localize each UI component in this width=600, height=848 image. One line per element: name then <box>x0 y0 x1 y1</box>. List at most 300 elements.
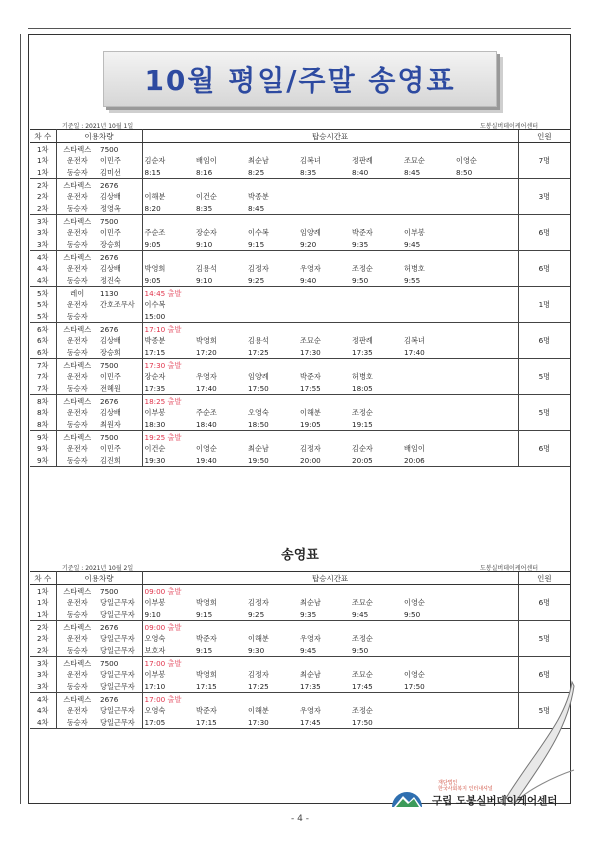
empty-slot <box>454 454 506 466</box>
table-row <box>30 669 570 680</box>
person-or-plate: 이민주 <box>98 371 142 382</box>
departure-time: 17:10 출발 <box>144 324 182 334</box>
empty-slot <box>402 620 454 633</box>
boarding-slot: 17:40 <box>194 382 246 394</box>
table-row <box>30 585 570 598</box>
passenger-count <box>518 382 570 394</box>
boarding-slot: 8:40 <box>350 166 402 178</box>
boarding-slot: 정판례 <box>352 336 373 346</box>
empty-slot <box>350 656 402 669</box>
empty-slot <box>454 299 506 310</box>
center-name: 도봉실버데이케어센터 <box>480 123 538 130</box>
boarding-slot: 김정자 <box>300 444 321 454</box>
center-logo <box>390 775 565 811</box>
role-label: 동승자 <box>56 202 98 214</box>
empty-slot <box>454 608 506 620</box>
car-number: 1차 <box>30 143 56 156</box>
boarding-slot: 이건순 <box>144 444 166 454</box>
boarding-slot: 9:25 <box>246 274 298 286</box>
car-number: 6차 <box>30 335 56 346</box>
car-number: 3차 <box>30 238 56 250</box>
role-label: 동승자 <box>56 166 98 178</box>
person-or-plate: 전혜원 <box>98 382 142 394</box>
empty-slot <box>194 250 246 263</box>
empty-slot <box>454 191 506 202</box>
table-row <box>30 443 570 454</box>
boarding-slot: 박준자 <box>196 634 217 644</box>
role-label: 운전자 <box>66 336 88 346</box>
empty-slot <box>402 430 454 443</box>
center-name: 도봉실버데이케어센터 <box>480 565 538 572</box>
empty-slot <box>454 407 506 418</box>
empty-slot <box>246 394 298 407</box>
passenger-count: 3명 <box>518 191 570 202</box>
empty-slot <box>506 669 518 680</box>
boarding-slot: 오영숙 <box>248 408 269 418</box>
role-label: 동승자 <box>56 680 98 692</box>
role-label: 동승자 <box>56 274 98 286</box>
boarding-slot: 장순자 <box>196 228 217 238</box>
table-row <box>30 227 570 238</box>
boarding-slot: 김복녀 <box>404 336 425 346</box>
boarding-slot: 17:30 <box>246 716 298 728</box>
role-label: 스타렉스 <box>63 694 92 704</box>
empty-slot <box>350 430 402 443</box>
empty-slot <box>506 454 518 466</box>
boarding-slot: 9:45 <box>298 644 350 656</box>
empty-slot <box>402 371 454 382</box>
person-or-plate: 간호조무사 <box>98 299 142 310</box>
empty-slot <box>194 214 246 227</box>
table-row <box>30 166 570 178</box>
boarding-slot: 9:15 <box>194 608 246 620</box>
empty-slot <box>298 358 350 371</box>
boarding-slot: 우영자 <box>300 264 321 274</box>
boarding-slot: 17:50 <box>246 382 298 394</box>
boarding-slot: 김용석 <box>248 336 269 346</box>
passenger-count <box>518 166 570 178</box>
person-or-plate: 7500 <box>98 214 142 227</box>
empty-slot <box>298 250 350 263</box>
boarding-slot: 9:25 <box>246 608 298 620</box>
boarding-slot: 9:45 <box>350 608 402 620</box>
empty-slot <box>454 430 506 443</box>
empty-slot <box>454 394 506 407</box>
boarding-slot: 19:40 <box>194 454 246 466</box>
car-number: 9차 <box>30 454 56 466</box>
boarding-slot: 최순남 <box>300 670 321 680</box>
empty-slot <box>454 202 506 214</box>
boarding-slot: 박종분 <box>144 336 166 346</box>
passenger-count: 5명 <box>518 407 570 418</box>
empty-slot <box>506 214 518 227</box>
empty-slot <box>402 407 454 418</box>
boarding-slot: 17:05 <box>142 716 194 728</box>
role-label: 운전자 <box>66 444 88 454</box>
boarding-slot: 17:55 <box>298 382 350 394</box>
role-label: 운전자 <box>66 228 88 238</box>
boarding-slot: 장순자 <box>144 372 166 382</box>
boarding-slot: 17:15 <box>194 680 246 692</box>
passenger-count <box>518 418 570 430</box>
car-number: 3차 <box>30 680 56 692</box>
role-label: 스타렉스 <box>63 180 92 190</box>
empty-slot <box>142 250 194 263</box>
role-label: 동승자 <box>56 382 98 394</box>
passenger-count <box>518 238 570 250</box>
departure-time: 14:45 출발 <box>144 288 182 298</box>
role-label: 레이 <box>70 288 85 298</box>
empty-slot <box>506 263 518 274</box>
boarding-slot: 김정자 <box>248 264 269 274</box>
empty-slot <box>246 322 298 335</box>
boarding-slot: 20:05 <box>350 454 402 466</box>
boarding-slot: 임양례 <box>300 228 321 238</box>
passenger-count <box>518 143 570 156</box>
passenger-count <box>518 358 570 371</box>
empty-slot <box>506 310 518 322</box>
role-label: 운전자 <box>66 670 88 680</box>
empty-slot <box>246 143 298 156</box>
weekday-schedule-section <box>30 120 568 467</box>
empty-slot <box>454 656 506 669</box>
empty-slot <box>246 692 298 705</box>
table-row <box>30 346 570 358</box>
empty-slot <box>506 585 518 598</box>
empty-slot <box>454 644 506 656</box>
car-number: 3차 <box>30 669 56 680</box>
empty-slot <box>350 394 402 407</box>
table-row <box>30 407 570 418</box>
empty-slot <box>454 371 506 382</box>
passenger-count: 6명 <box>518 669 570 680</box>
empty-slot <box>402 644 454 656</box>
empty-slot <box>454 322 506 335</box>
table-row <box>30 371 570 382</box>
boarding-slot: 이해분 <box>248 706 269 716</box>
boarding-slot: 김정자 <box>248 670 269 680</box>
boarding-slot: 김정자 <box>248 598 269 608</box>
table-row <box>30 454 570 466</box>
role-label: 동승자 <box>56 310 98 322</box>
empty-slot <box>246 358 298 371</box>
passenger-count <box>518 322 570 335</box>
boarding-slot: 최순남 <box>300 598 321 608</box>
empty-slot <box>454 585 506 598</box>
boarding-slot: 9:50 <box>350 274 402 286</box>
role-label: 동승자 <box>56 418 98 430</box>
car-number: 5차 <box>30 286 56 299</box>
person-or-plate: 2676 <box>98 178 142 191</box>
table-row <box>30 274 570 286</box>
role-label: 동승자 <box>56 346 98 358</box>
departure-time: 09:00 출발 <box>144 587 182 596</box>
boarding-slot: 주순조 <box>196 408 217 418</box>
boarding-slot: 이해분 <box>300 408 321 418</box>
table-row <box>30 716 570 728</box>
car-number: 8차 <box>30 394 56 407</box>
passenger-count <box>518 608 570 620</box>
car-number: 7차 <box>30 371 56 382</box>
empty-slot <box>506 238 518 250</box>
boarding-slot: 우영자 <box>300 706 321 716</box>
car-number: 3차 <box>30 227 56 238</box>
table-row <box>30 692 570 705</box>
boarding-slot: 임양례 <box>248 372 269 382</box>
boarding-slot: 17:35 <box>298 680 350 692</box>
boarding-slot: 조묘순 <box>352 670 373 680</box>
person-or-plate: 김진희 <box>98 454 142 466</box>
boarding-slot: 19:50 <box>246 454 298 466</box>
passenger-count <box>518 430 570 443</box>
car-number: 4차 <box>30 716 56 728</box>
departure-time: 18:25 출발 <box>144 396 182 406</box>
header-vehicle: 이용차량 <box>56 572 142 585</box>
role-label: 동승자 <box>56 238 98 250</box>
empty-slot <box>402 191 454 202</box>
person-or-plate: 당일근무자 <box>98 680 142 692</box>
empty-slot <box>506 335 518 346</box>
boarding-slot: 8:25 <box>246 166 298 178</box>
boarding-slot: 8:50 <box>454 166 506 178</box>
logo-center-name: 구립 도봉실버데이케어센터 <box>432 795 558 807</box>
boarding-slot: 조묘순 <box>352 598 373 608</box>
boarding-slot: 이해분 <box>144 192 166 202</box>
empty-slot <box>506 644 518 656</box>
empty-slot <box>350 178 402 191</box>
boarding-slot: 박영희 <box>144 264 166 274</box>
car-number: 6차 <box>30 346 56 358</box>
empty-slot <box>506 322 518 335</box>
car-number: 5차 <box>30 299 56 310</box>
person-or-plate: 7500 <box>98 656 142 669</box>
boarding-slot: 이부봉 <box>404 228 425 238</box>
boarding-slot: 주순조 <box>144 228 166 238</box>
passenger-count: 5명 <box>518 633 570 644</box>
boarding-slot: 9:30 <box>246 644 298 656</box>
empty-slot <box>350 286 402 299</box>
boarding-slot: 박준자 <box>196 706 217 716</box>
passenger-count: 6명 <box>518 597 570 608</box>
boarding-slot: 9:20 <box>298 238 350 250</box>
binder-left-edge <box>20 34 28 804</box>
role-label: 스타렉스 <box>63 432 92 442</box>
boarding-slot: 박영희 <box>196 670 217 680</box>
passenger-count <box>518 585 570 598</box>
empty-slot <box>298 202 350 214</box>
passenger-count: 6명 <box>518 263 570 274</box>
boarding-slot: 허병호 <box>352 372 373 382</box>
empty-slot <box>350 585 402 598</box>
table-header-row <box>30 572 570 585</box>
table-row <box>30 299 570 310</box>
boarding-slot: 19:15 <box>350 418 402 430</box>
boarding-slot: 우영자 <box>196 372 217 382</box>
empty-slot <box>246 286 298 299</box>
boarding-slot: 17:35 <box>142 382 194 394</box>
empty-slot <box>402 143 454 156</box>
car-number: 2차 <box>30 191 56 202</box>
center-emblem-icon <box>390 779 424 809</box>
header-car: 차 수 <box>30 572 56 585</box>
empty-slot <box>454 597 506 608</box>
empty-slot <box>350 322 402 335</box>
passenger-count <box>518 202 570 214</box>
empty-slot <box>454 143 506 156</box>
boarding-slot: 이영순 <box>404 598 425 608</box>
header-vehicle: 이용차량 <box>56 130 142 143</box>
boarding-slot: 정판례 <box>352 156 373 166</box>
empty-slot <box>246 430 298 443</box>
empty-slot <box>402 716 454 728</box>
boarding-slot: 9:10 <box>142 608 194 620</box>
car-number: 7차 <box>30 382 56 394</box>
boarding-slot: 김순자 <box>352 444 373 454</box>
boarding-slot: 19:30 <box>142 454 194 466</box>
empty-slot <box>142 214 194 227</box>
boarding-slot: 이부봉 <box>144 598 166 608</box>
car-number: 3차 <box>30 656 56 669</box>
person-or-plate: 김상배 <box>98 407 142 418</box>
table-row <box>30 214 570 227</box>
empty-slot <box>454 238 506 250</box>
empty-slot <box>142 143 194 156</box>
boarding-slot: 9:15 <box>194 644 246 656</box>
empty-slot <box>402 656 454 669</box>
table-row <box>30 155 570 166</box>
empty-slot <box>298 394 350 407</box>
boarding-slot: 9:10 <box>194 274 246 286</box>
table-row <box>30 656 570 669</box>
person-or-plate: 당일근무자 <box>98 597 142 608</box>
empty-slot <box>350 358 402 371</box>
empty-slot <box>506 178 518 191</box>
empty-slot <box>454 335 506 346</box>
car-number: 1차 <box>30 585 56 598</box>
role-label: 스타렉스 <box>63 396 92 406</box>
passenger-count: 7명 <box>518 155 570 166</box>
role-label: 운전자 <box>66 300 88 310</box>
car-number: 4차 <box>30 250 56 263</box>
role-label: 운전자 <box>66 264 88 274</box>
boarding-slot: 이수복 <box>248 228 269 238</box>
person-or-plate: 2676 <box>98 250 142 263</box>
empty-slot <box>454 178 506 191</box>
boarding-slot: 이해분 <box>248 634 269 644</box>
boarding-slot: 오영숙 <box>144 706 166 716</box>
passenger-count: 6명 <box>518 443 570 454</box>
role-label: 스타렉스 <box>63 622 92 632</box>
role-label: 운전자 <box>66 408 88 418</box>
boarding-slot: 18:30 <box>142 418 194 430</box>
empty-slot <box>506 202 518 214</box>
empty-slot <box>506 166 518 178</box>
role-label: 동승자 <box>56 454 98 466</box>
empty-slot <box>454 443 506 454</box>
empty-slot <box>246 656 298 669</box>
header-times: 탑승시간표 <box>142 130 518 143</box>
empty-slot <box>194 143 246 156</box>
empty-slot <box>402 286 454 299</box>
car-number: 1차 <box>30 155 56 166</box>
empty-slot <box>402 214 454 227</box>
reference-date: 기준일 : 2021년 10월 2일 <box>62 565 134 572</box>
passenger-count <box>518 178 570 191</box>
car-number: 2차 <box>30 178 56 191</box>
boarding-slot: 김순자 <box>144 156 166 166</box>
passenger-count <box>518 644 570 656</box>
passenger-count <box>518 620 570 633</box>
table-row <box>30 286 570 299</box>
empty-slot <box>506 286 518 299</box>
passenger-count <box>518 454 570 466</box>
person-or-plate: 장승희 <box>98 238 142 250</box>
table-row <box>30 418 570 430</box>
role-label: 동승자 <box>56 716 98 728</box>
passenger-count: 5명 <box>518 705 570 716</box>
passenger-count <box>518 394 570 407</box>
boarding-slot: 18:05 <box>350 382 402 394</box>
empty-slot <box>298 286 350 299</box>
role-label: 스타렉스 <box>63 658 92 668</box>
role-label: 스타렉스 <box>63 324 92 334</box>
boarding-slot: 8:35 <box>194 202 246 214</box>
boarding-slot: 8:16 <box>194 166 246 178</box>
empty-slot <box>506 250 518 263</box>
empty-slot <box>506 394 518 407</box>
person-or-plate: 2676 <box>98 620 142 633</box>
empty-slot <box>402 322 454 335</box>
empty-slot <box>454 274 506 286</box>
role-label: 스타렉스 <box>63 145 92 154</box>
boarding-slot: 20:06 <box>402 454 454 466</box>
car-number: 8차 <box>30 407 56 418</box>
car-number: 4차 <box>30 705 56 716</box>
boarding-slot: 17:25 <box>246 346 298 358</box>
boarding-slot: 17:45 <box>298 716 350 728</box>
boarding-slot: 18:50 <box>246 418 298 430</box>
boarding-slot: 17:50 <box>350 716 402 728</box>
person-or-plate: 당일근무자 <box>98 705 142 716</box>
empty-slot <box>506 443 518 454</box>
boarding-slot: 9:50 <box>350 644 402 656</box>
empty-slot <box>454 669 506 680</box>
empty-slot <box>246 585 298 598</box>
empty-slot <box>402 585 454 598</box>
person-or-plate: 7500 <box>98 358 142 371</box>
empty-slot <box>506 227 518 238</box>
table-row <box>30 250 570 263</box>
logo-foundation-label: 재단법인 <box>438 780 458 786</box>
empty-slot <box>506 597 518 608</box>
empty-slot <box>246 250 298 263</box>
table-header-row <box>30 130 570 143</box>
boarding-slot: 9:40 <box>298 274 350 286</box>
boarding-slot: 오영숙 <box>144 634 166 644</box>
table-row <box>30 322 570 335</box>
boarding-slot: 허병호 <box>404 264 425 274</box>
empty-slot <box>350 250 402 263</box>
empty-slot <box>350 191 402 202</box>
empty-slot <box>350 214 402 227</box>
boarding-slot: 조정순 <box>352 408 373 418</box>
car-number: 7차 <box>30 358 56 371</box>
role-label: 운전자 <box>66 156 88 166</box>
person-or-plate: 이민주 <box>98 443 142 454</box>
empty-slot <box>350 310 402 322</box>
table-row <box>30 178 570 191</box>
boarding-slot: 이영순 <box>196 444 217 454</box>
